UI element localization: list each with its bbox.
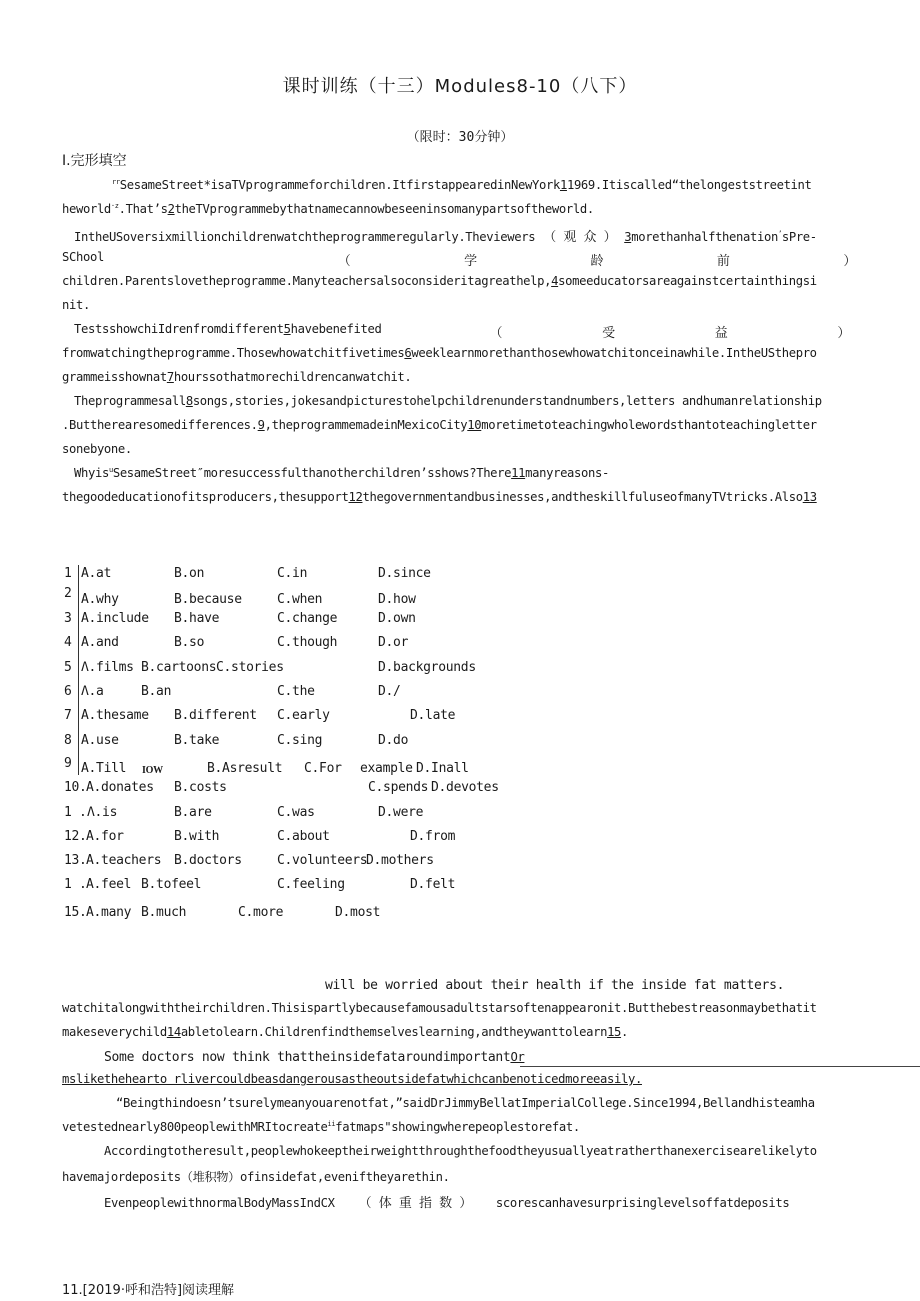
text: Or: [510, 1050, 525, 1064]
question-number: 4: [64, 635, 72, 650]
options-divider: [78, 565, 79, 775]
gloss: 前: [716, 254, 730, 269]
passage-line: [62, 274, 817, 288]
option-d: D.devotes: [431, 780, 499, 795]
option-a: A.for: [86, 829, 124, 844]
passage-line: [74, 394, 822, 408]
option-b: B.an: [141, 684, 172, 699]
passage-line: [74, 226, 817, 245]
time-limit: （限时：30分钟）: [406, 130, 514, 145]
option-b: B.doctors: [174, 853, 242, 868]
option-c: C.more: [238, 905, 284, 920]
question-number: 15.: [64, 905, 87, 920]
option-b: B.tofeel: [141, 877, 202, 892]
blank-number: 10: [467, 418, 482, 432]
passage-line: [62, 418, 817, 432]
question-number: 5: [64, 660, 72, 675]
text: hourssothatmorechildrencanwatchit.: [173, 370, 412, 384]
blank-number: 13: [802, 490, 817, 504]
option-d: D.most: [335, 905, 381, 920]
mark: rr: [112, 178, 120, 186]
text: IntheUSoversixmillionchildrenwatchtheprogrammeregularly.Theviewers: [74, 230, 536, 244]
option-b: B.have: [174, 611, 220, 626]
underline-rule: [520, 1066, 920, 1067]
option-c: C.was: [277, 805, 315, 820]
passage-line: [62, 370, 411, 384]
text: .Buttherearesomedifferences.: [62, 418, 258, 432]
question-number: 1: [64, 566, 72, 581]
option-a: A.many: [86, 905, 132, 920]
option-a: A.why: [81, 592, 119, 607]
gloss: （ 体 重 指 数 ）: [358, 1196, 472, 1211]
section-heading: I.完形填空: [62, 153, 127, 169]
option-d: D.from: [410, 829, 456, 844]
mark: ·z: [110, 202, 119, 210]
passage-line: [62, 250, 856, 269]
text: manyreasons-: [525, 466, 609, 481]
option-d: D.how: [378, 592, 416, 607]
question-number: 9: [64, 756, 72, 771]
option-d: D.Inall: [416, 761, 469, 776]
option-a: Λ.a: [81, 684, 104, 699]
blank-number: 15: [607, 1025, 622, 1039]
option-a: A.at: [81, 566, 112, 581]
text: weeklearnmorethanthosewhowatchitonceinawhile.IntheUSthepro: [411, 346, 817, 360]
option-c: C.feeling: [277, 877, 345, 892]
text: ,theprogrammemadeinMexicoCity: [264, 418, 468, 432]
text: SChool: [62, 250, 104, 264]
continuation-line: [104, 1050, 524, 1065]
blank-number: 5: [283, 322, 291, 336]
mark: u: [108, 466, 113, 474]
option-d: D.or: [378, 635, 409, 650]
option-d: D.do: [378, 733, 409, 748]
option-b: B.take: [174, 733, 220, 748]
question-number: 1 .: [64, 805, 87, 820]
gloss: （: [337, 254, 351, 269]
option-b: B.different: [174, 708, 257, 723]
option-b: B.cartoons: [141, 660, 217, 675]
option-c: C.For: [304, 761, 342, 776]
text: someeducatorsareagainstcertainthingsi: [558, 274, 817, 288]
continuation-line: [104, 1192, 789, 1211]
text: makeseverychild: [62, 1025, 167, 1039]
continuation-line: [62, 1072, 642, 1086]
text: EvenpeoplewithnormalBodyMassIndCX: [104, 1196, 335, 1210]
continuation-line: [62, 1120, 580, 1134]
question-number: 13.: [64, 853, 87, 868]
option-a: A.use: [81, 733, 119, 748]
text: children.Parentslovetheprogramme.Manyteachersalsoconsideritagreathelp,: [62, 274, 552, 288]
blank-number: 12: [348, 490, 363, 504]
text: .That’s: [118, 202, 168, 217]
option-d: D.since: [378, 566, 431, 581]
text: fromwatchingtheprogramme.Thosewhowatchitfivetimes: [62, 346, 405, 360]
option-d: D.backgrounds: [378, 660, 476, 675]
option-c: C.when: [277, 592, 323, 607]
text: moretimetoteachingwholewordsthantoteachingletter: [481, 418, 817, 432]
option-d: D.felt: [410, 877, 456, 892]
text: theTVprogrammebythatnamecannowbeseeninsomanypartsoftheworld.: [174, 202, 594, 217]
option-a: Λ.is: [87, 805, 118, 820]
text: abletolearn.Childrenfindthemselveslearning,andtheywanttolearn: [180, 1025, 608, 1039]
option-c: C.spends: [368, 780, 429, 795]
text: SesameStreet*isaTVprogrammeforchildren.ItfirstappearedinNewYork: [119, 178, 560, 193]
blank-number: 11: [511, 466, 526, 481]
passage-line: [74, 466, 609, 480]
continuation-line: Accordingtotheresult,peoplewhokeeptheirweightthroughthefoodtheyusuallyeatratherthanexercisearelikelyto: [104, 1144, 817, 1158]
text: havebenefited: [290, 322, 382, 336]
option-b: B.because: [174, 592, 242, 607]
option-a: Λ.films: [81, 660, 134, 675]
option-c-cont: example: [360, 761, 413, 776]
option-a: A.teachers: [86, 853, 162, 868]
option-a: A.thesame: [81, 708, 149, 723]
option-b: B.with: [174, 829, 220, 844]
passage-line: [74, 322, 850, 341]
blank-number: 7: [166, 370, 174, 384]
text: songs,stories,jokesandpicturestohelpchildrenunderstandnumbers,letters andhumanrelationship: [192, 394, 822, 408]
option-a: A.feel: [86, 877, 132, 892]
option-b: B.on: [174, 566, 205, 581]
continuation-line: havemajordeposits（堆积物）ofinsidefat,eveniftheyarethin.: [62, 1170, 450, 1184]
passage-line: [112, 178, 812, 192]
option-d: D./: [378, 684, 401, 699]
text: sPre-: [781, 230, 817, 244]
question-number: 8: [64, 733, 72, 748]
option-c: C.though: [277, 635, 338, 650]
option-b: B.so: [174, 635, 205, 650]
blank-number: 3: [624, 230, 632, 244]
question-number: 12.: [64, 829, 87, 844]
text: Theprogrammesall: [74, 394, 186, 408]
scan-mark: IOW: [142, 765, 163, 776]
text: heworld: [62, 202, 111, 217]
text: 1969.Itiscalled“thelongeststreetint: [566, 178, 812, 193]
text: .: [621, 1025, 629, 1039]
question-number: 6: [64, 684, 72, 699]
blank-number: 8: [185, 394, 193, 408]
option-c: C.about: [277, 829, 330, 844]
option-c: C.change: [277, 611, 338, 626]
continuation-line: [62, 1025, 628, 1039]
option-d: D.mothers: [366, 853, 434, 868]
question-number: 2: [64, 586, 72, 601]
mark: ii: [327, 1120, 336, 1128]
blank-number: 2: [167, 202, 175, 217]
option-b: B.are: [174, 805, 212, 820]
continuation-line: will be worried about their health if the inside fat matters.: [325, 978, 785, 993]
option-d: D.late: [410, 708, 456, 723]
text: fatmaps: [335, 1120, 385, 1135]
passage-line: [62, 202, 594, 216]
next-section-heading: 11.[2019·呼和浩特]阅读理解: [62, 1283, 235, 1298]
option-d: D.own: [378, 611, 416, 626]
text: Some doctors now think thattheinsidefataroundimportant: [104, 1050, 511, 1065]
question-number: 10.: [64, 780, 87, 795]
gloss: ）: [837, 326, 850, 341]
text: vetestednearly800peoplewithMRItocreate: [62, 1120, 328, 1135]
option-a: A.donates: [86, 780, 154, 795]
option-b: B.costs: [174, 780, 227, 795]
question-number: 3: [64, 611, 72, 626]
text: showingwherepeoplestorefat.: [391, 1120, 580, 1135]
text: thegoodeducationofitsproducers,thesupport: [62, 490, 349, 504]
blank-number: 9: [257, 418, 265, 432]
text: TestsshowchiIdrenfromdifferent: [74, 322, 284, 336]
blank-number: 1: [559, 178, 567, 193]
page-title: 课时训练（十三）Modules8-10（八下）: [282, 76, 638, 97]
option-a: A.Till: [81, 761, 127, 776]
option-c: C.early: [277, 708, 330, 723]
text: thegovernmentandbusinesses,andtheskillfuluseofmanyTVtricks.Also: [362, 490, 803, 504]
gloss: 益: [714, 326, 728, 341]
option-d: D.were: [378, 805, 424, 820]
text: moresuccessfulthanotherchildren’sshows?There: [203, 466, 512, 481]
blank-number: 6: [404, 346, 412, 360]
option-c: C.the: [277, 684, 315, 699]
gloss: 龄: [590, 254, 604, 269]
gloss: 学: [464, 254, 477, 269]
gloss: （ 观 众 ）: [543, 230, 617, 245]
text: scorescanhavesurprisinglevelsoffatdeposits: [495, 1196, 790, 1210]
text: morethanhalfthenation: [631, 230, 778, 244]
continuation-line: watchitalongwiththeirchildren.Thisispartlybecausefamousadultstarsoftenappearonit.Butthebestreasonmaybethatit: [62, 1001, 817, 1015]
text: Whyis: [74, 466, 109, 481]
option-c: C.volunteers: [277, 853, 368, 868]
option-b: B.much: [141, 905, 187, 920]
passage-line: [62, 490, 817, 504]
text: SesameStreet: [112, 466, 197, 481]
gloss: （: [489, 326, 503, 341]
mark: ’: [777, 229, 782, 238]
passage-line: sonebyone.: [62, 442, 132, 456]
option-c: C.in: [277, 566, 308, 581]
option-a: A.and: [81, 635, 119, 650]
blank-number: 14: [166, 1025, 181, 1039]
question-number: 1 .: [64, 877, 87, 892]
option-c: C.sing: [277, 733, 323, 748]
text: grammeisshownat: [62, 370, 167, 384]
option-a: A.include: [81, 611, 149, 626]
gloss: ）: [843, 254, 856, 269]
question-number: 7: [64, 708, 72, 723]
passage-line: [62, 346, 817, 360]
passage-line: nit.: [62, 298, 90, 312]
blank-number: 4: [551, 274, 559, 288]
option-c: C.stories: [216, 660, 284, 675]
text: mslikethehearto rlivercouldbeasdangerousastheoutsidefatwhichcanbenoticedmoreeasily.: [62, 1072, 642, 1086]
mark: ": [384, 1120, 392, 1135]
continuation-line: “Beingthindoesn’tsurelymeanyouarenotfat,”saidDrJimmyBellatImperialCollege.Since1994,Bellandhisteamha: [116, 1096, 815, 1110]
mark: ″: [196, 466, 204, 481]
option-b: B.Asresult: [207, 761, 283, 776]
gloss: 受: [602, 326, 615, 341]
